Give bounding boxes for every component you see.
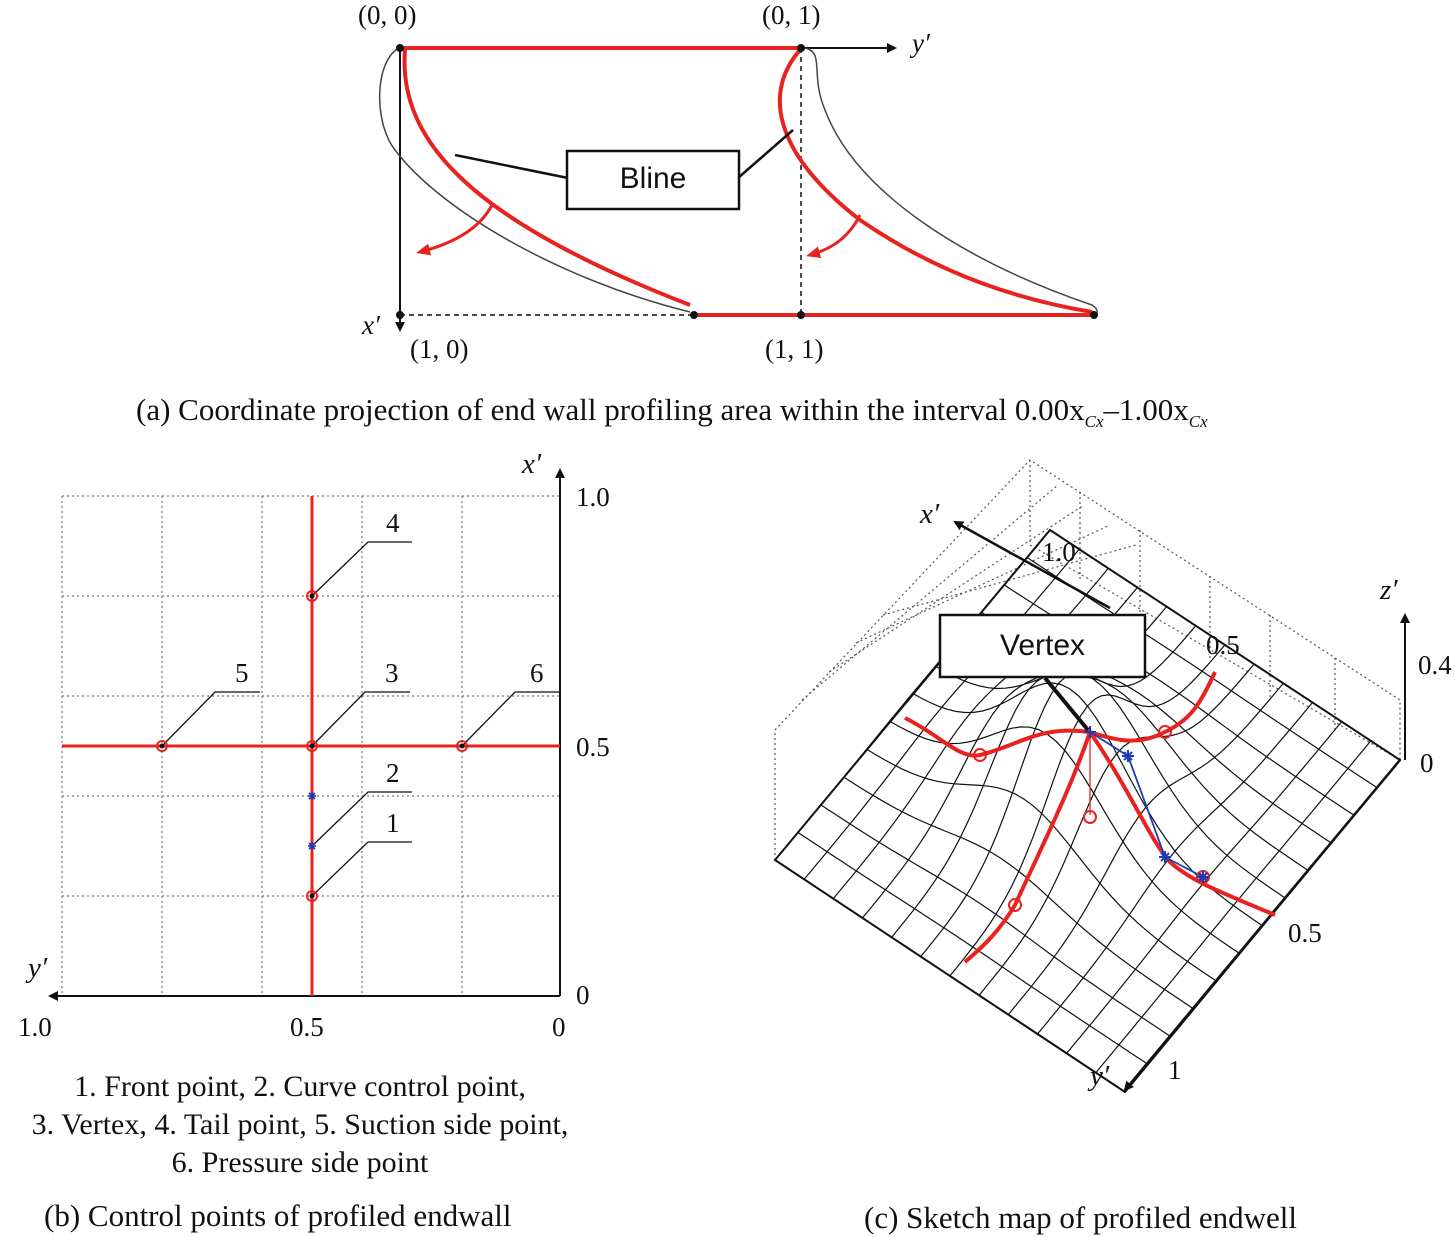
axis-c-label-z: z′	[1380, 574, 1398, 606]
corner-label-tr: (0, 1)	[762, 0, 821, 30]
axis-label-x-prime: x′	[362, 310, 380, 340]
caption-b: (b) Control points of profiled endwall	[44, 1198, 512, 1233]
caption-a-sub2: Cx	[1188, 412, 1208, 432]
vertex-label: Vertex	[999, 629, 1086, 662]
bline-label: Bline	[619, 162, 687, 195]
b-num-6: 6	[530, 658, 544, 688]
b-num-5: 5	[235, 658, 249, 688]
legend-b-line2: 3. Vertex, 4. Tail point, 5. Suction side point,	[31, 1108, 569, 1141]
c-ytick-05: 0.5	[1288, 918, 1322, 948]
c-ztick-0: 0	[1420, 748, 1434, 778]
corner-label-bl: (1, 0)	[410, 334, 469, 364]
caption-a-sub1: Cx	[1084, 412, 1104, 432]
axis-label-y-prime: y′	[912, 28, 930, 58]
mesh-line	[1067, 722, 1342, 1054]
mesh-line	[798, 833, 1148, 1065]
c-ytick-1: 1	[1168, 1055, 1182, 1085]
caption-c: (c) Sketch map of profiled endwell	[864, 1200, 1297, 1235]
vertex-pointer	[1045, 678, 1088, 730]
c-ztick-04: 0.4	[1418, 650, 1452, 680]
blue-control-polyline	[1090, 732, 1203, 877]
axis-c-x	[955, 522, 1110, 608]
c-star-1	[1122, 750, 1134, 762]
axis-b-label-x: x′	[522, 448, 542, 480]
corner-label-br: (1, 1)	[765, 334, 824, 364]
b-num-4: 4	[386, 508, 400, 538]
c-xtick-05: 0.5	[1206, 630, 1240, 660]
b-num-3: 3	[385, 658, 399, 688]
b-ytick-1: 1.0	[18, 1012, 52, 1042]
legend-b-line1: 1. Front point, 2. Curve control point,	[74, 1070, 526, 1103]
corner-label-tl: (0, 0)	[358, 0, 417, 30]
b-ytick-05: 0.5	[290, 1012, 324, 1042]
b-xtick-0: 0	[576, 980, 590, 1010]
caption-a-text: (a) Coordinate projection of end wall profiling area within the interval 0.00x	[136, 392, 1085, 427]
axis-c-label-y: y′	[1090, 1060, 1110, 1092]
axis-c-label-x: x′	[920, 498, 940, 530]
red-curve-suction	[905, 718, 1090, 756]
caption-a-mid: –1.00x	[1103, 392, 1189, 427]
b-xtick-1: 1.0	[576, 482, 610, 512]
mesh-line	[979, 664, 1254, 995]
b-ytick-0: 0	[552, 1012, 566, 1042]
c-xtick-1: 1.0	[1042, 537, 1076, 567]
red-curve-tail	[1090, 732, 1275, 915]
b-num-1: 1	[386, 808, 400, 838]
legend-b-line3: 6. Pressure side point	[171, 1146, 429, 1179]
axis-c-y	[1125, 760, 1400, 1090]
mesh-line	[821, 805, 1171, 1037]
mesh-line	[950, 645, 1225, 976]
b-xtick-05: 0.5	[576, 732, 610, 762]
axis-b-label-y: y′	[28, 952, 48, 984]
b-num-2: 2	[386, 758, 400, 788]
